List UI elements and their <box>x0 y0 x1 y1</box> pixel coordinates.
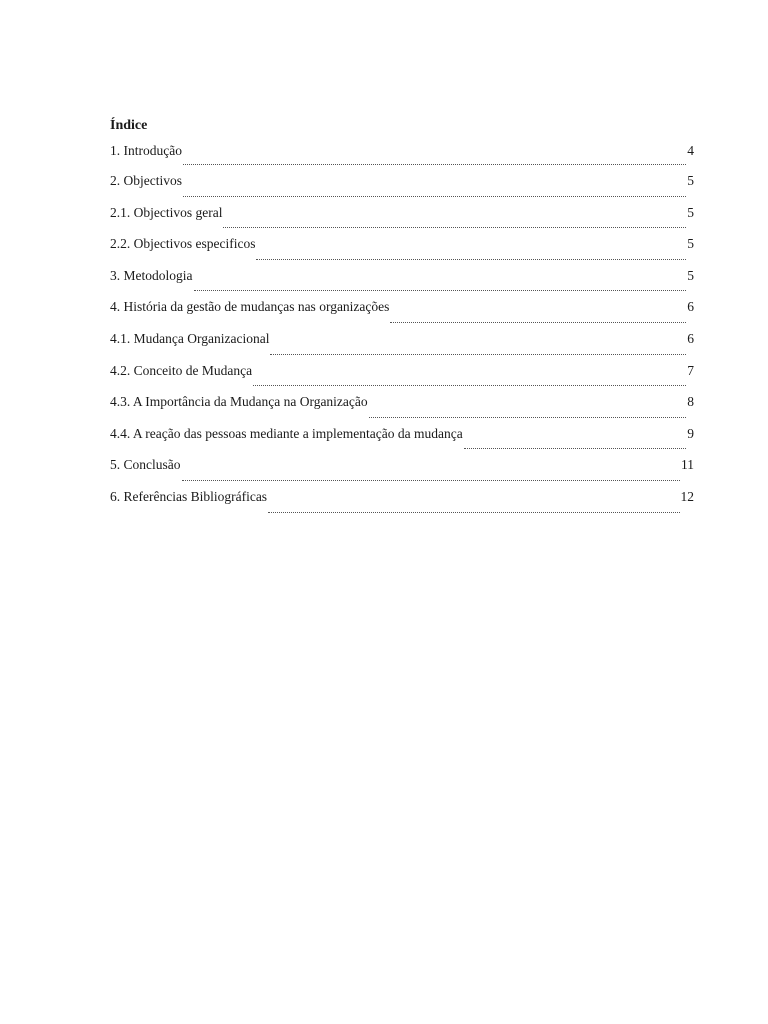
toc-entry-page: 11 <box>681 457 694 473</box>
toc-list <box>110 143 694 521</box>
toc-entry-page: 5 <box>687 204 694 220</box>
toc-dot-leader <box>390 315 686 325</box>
toc-entry-page: 5 <box>687 173 694 188</box>
toc-entry-label: 4. História da gestão de mudanças nas organizações <box>110 299 390 315</box>
toc-entry-label: 4.1. Mudança Organizacional <box>110 330 270 346</box>
toc-entry-label: 5. Conclusão <box>110 457 181 473</box>
toc-entry-label: 4.3. A Importância da Mudança na Organização <box>110 394 368 410</box>
toc-dot-leader <box>270 347 686 357</box>
toc-entry[interactable] <box>110 331 694 363</box>
toc-entry-page: 8 <box>687 394 694 410</box>
toc-entry[interactable] <box>110 394 694 426</box>
toc-entry[interactable] <box>110 268 694 300</box>
toc-entry[interactable] <box>110 236 694 268</box>
toc-dot-leader <box>182 473 681 483</box>
toc-entry[interactable] <box>110 426 694 458</box>
toc-entry-page: 6 <box>687 299 694 315</box>
toc-entry-page: 5 <box>687 267 694 283</box>
toc-entry[interactable] <box>110 299 694 331</box>
toc-entry-label: 6. Referências Bibliográficas <box>110 488 268 504</box>
toc-dot-leader <box>253 378 686 388</box>
table-of-contents <box>110 117 694 521</box>
toc-entry-label: 2. Objectivos <box>110 173 182 188</box>
toc-dot-leader <box>369 410 687 420</box>
toc-entry-label: 1. Introdução <box>110 143 182 158</box>
toc-dot-leader <box>223 220 686 230</box>
toc-dot-leader <box>256 252 686 262</box>
toc-entry[interactable] <box>110 205 694 237</box>
toc-entry-label: 4.4. A reação das pessoas mediante a implementação da mudança <box>110 425 463 441</box>
toc-entry-page: 7 <box>687 362 694 378</box>
toc-entry-page: 5 <box>687 236 694 252</box>
toc-dot-leader <box>183 157 686 167</box>
toc-title: Índice <box>110 118 148 133</box>
toc-dot-leader <box>183 189 686 199</box>
toc-entry-page: 12 <box>680 488 694 504</box>
toc-dot-leader <box>464 441 687 451</box>
toc-entry-label: 4.2. Conceito de Mudança <box>110 362 253 378</box>
toc-entry-page: 6 <box>687 330 694 346</box>
toc-entry[interactable] <box>110 143 694 173</box>
toc-entry-page: 9 <box>687 425 694 441</box>
toc-entry-label: 2.2. Objectivos especificos <box>110 236 256 252</box>
toc-dot-leader <box>194 283 687 293</box>
toc-entry-label: 3. Metodologia <box>110 267 193 283</box>
toc-entry[interactable] <box>110 489 694 521</box>
toc-entry-label: 2.1. Objectivos geral <box>110 204 223 220</box>
toc-dot-leader <box>268 505 679 515</box>
toc-entry[interactable] <box>110 173 694 205</box>
toc-entry[interactable] <box>110 457 694 489</box>
toc-entry[interactable] <box>110 363 694 395</box>
toc-entry-page: 4 <box>687 143 694 158</box>
